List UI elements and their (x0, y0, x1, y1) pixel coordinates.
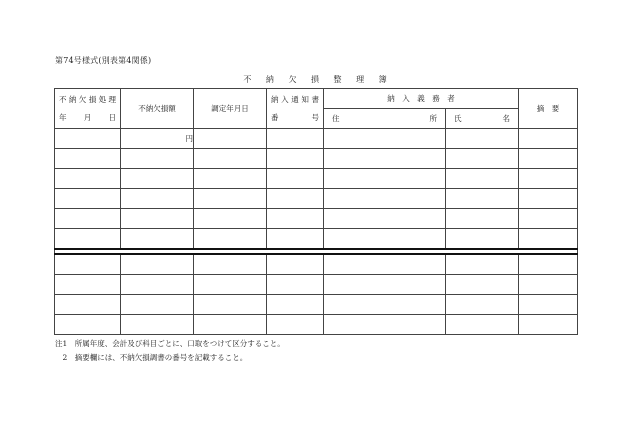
header-notice-number-line1: 納入通知書 (271, 95, 319, 104)
table-cell (324, 129, 446, 149)
table-row (55, 275, 578, 295)
table-row (55, 229, 578, 250)
header-obligor-group: 納 入 義 務 者 (324, 89, 519, 109)
table-cell (194, 129, 267, 149)
notes (55, 337, 285, 365)
header-remarks: 摘 要 (519, 89, 578, 129)
table-row (55, 254, 578, 275)
table-row (55, 169, 578, 189)
header-row-1 (55, 89, 578, 109)
table-row (55, 129, 578, 149)
header-assessment-date: 調定年月日 (194, 89, 267, 129)
ledger-table (54, 88, 578, 335)
header-address (324, 109, 446, 129)
table-cell (267, 129, 324, 149)
note-2: 2 摘要欄には、不納欠損調書の番号を記載すること。 (55, 353, 248, 362)
table-cell (519, 129, 578, 149)
header-address-char1: 住 (332, 114, 340, 123)
header-name (446, 109, 519, 129)
header-address-char2: 所 (429, 114, 437, 123)
header-writeoff-amount: 不納欠損額 (121, 89, 194, 129)
header-notice-number-line2: 番 号 (271, 113, 319, 122)
table-row (55, 209, 578, 229)
table-row (55, 189, 578, 209)
header-notice-number (267, 89, 324, 129)
table-cell (55, 129, 121, 149)
note-1: 注1 所属年度、会計及び科目ごとに、口取をつけて区分すること。 (55, 339, 285, 348)
table-row (55, 315, 578, 335)
header-processing-date-line1: 不納欠損処理 (59, 95, 116, 104)
header-processing-date (55, 89, 121, 129)
header-processing-date-line2: 年 月 日 (59, 113, 116, 122)
table-row (55, 295, 578, 315)
table-cell (446, 129, 519, 149)
page-title: 不 納 欠 損 整 理 簿 (243, 75, 387, 84)
form-number: 第74号様式(別表第4関係) (55, 56, 152, 65)
table-row (55, 149, 578, 169)
yen-unit: 円 (121, 129, 194, 149)
header-name-char2: 名 (502, 114, 510, 123)
header-name-char1: 氏 (454, 114, 462, 123)
